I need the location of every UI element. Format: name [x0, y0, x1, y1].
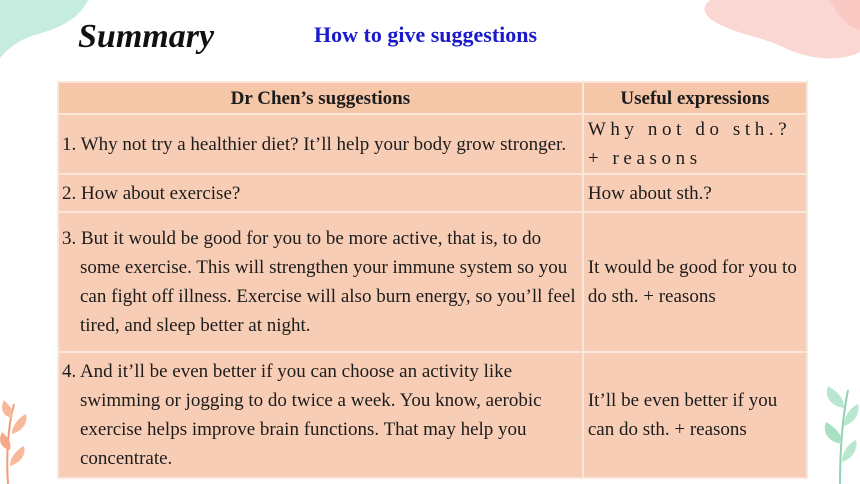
suggestion-cell: 4. And it’ll be even better if you can choose an activity like swimming or jogging to do twice a week. You know, aerobic exercise helps improve brain functions. That may help you concentrate. [58, 352, 583, 478]
expression-cell: Why not do sth.? + reasons [583, 114, 807, 174]
suggestions-table [57, 81, 808, 479]
table-row [58, 114, 807, 174]
pink-blob-decoration [680, 0, 860, 70]
expression-cell: How about sth.? [583, 174, 807, 212]
green-leaf-plant-decoration [810, 380, 860, 484]
orange-leaf-plant-decoration [0, 396, 60, 484]
expression-cell: It would be good for you to do sth. + reasons [583, 212, 807, 352]
table-row [58, 212, 807, 352]
column-header-suggestions: Dr Chen’s suggestions [58, 82, 583, 114]
table-row [58, 174, 807, 212]
mint-blob-decoration [0, 0, 90, 70]
page-title: Summary [78, 18, 215, 55]
suggestion-cell: 2. How about exercise? [58, 174, 583, 212]
expression-cell: It’ll be even better if you can do sth. + reasons [583, 352, 807, 478]
table-row [58, 352, 807, 478]
page-subtitle: How to give suggestions [314, 22, 538, 47]
suggestion-cell: 3. But it would be good for you to be more active, that is, to do some exercise. This will strengthen your immune system so you can fight off illness. Exercise will also burn energy, so you’ll feel tired, and sleep better at night. [58, 212, 583, 352]
column-header-expressions: Useful expressions [583, 82, 807, 114]
suggestion-cell: 1. Why not try a healthier diet? It’ll help your body grow stronger. [58, 114, 583, 174]
table-header-row [58, 82, 807, 114]
